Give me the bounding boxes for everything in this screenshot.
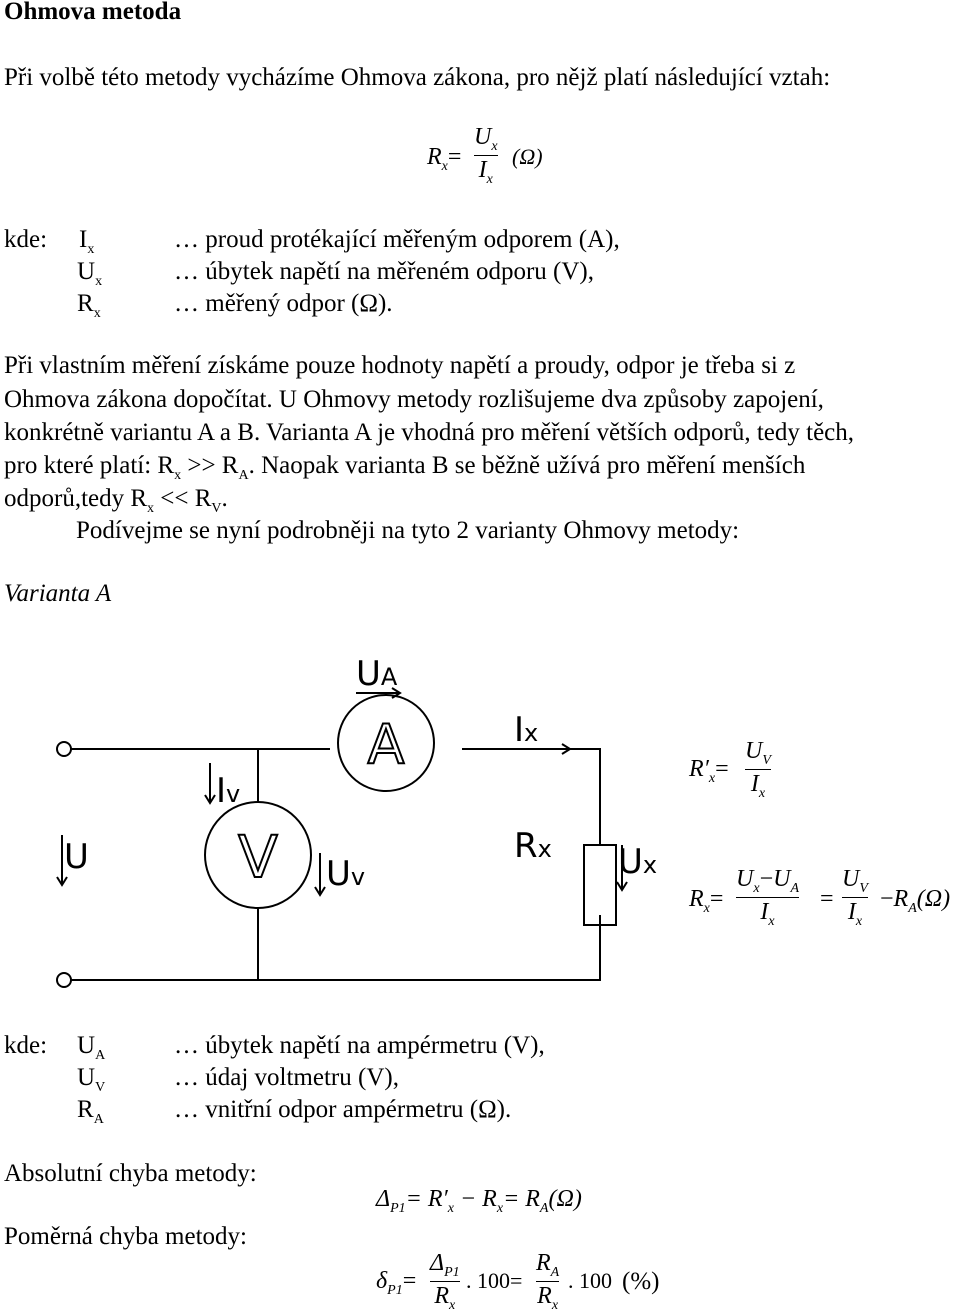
label-rx: Rx — [514, 826, 552, 866]
relative-error-label: Poměrná chyba metody: — [4, 1223, 247, 1250]
page-title: Ohmova metoda — [4, 0, 182, 25]
label-u: U — [64, 837, 89, 877]
arrow-uv — [315, 853, 325, 895]
terminal-top — [57, 742, 71, 756]
circuit-diagram — [40, 645, 660, 995]
absolute-error-label: Absolutní chyba metody: — [4, 1160, 257, 1187]
label-ua: UA — [356, 654, 398, 694]
label-ix: Ix — [514, 710, 539, 750]
intro-text: Při volbě této metody vycházíme Ohmova zákona, pro nějž platí následující vztah: — [4, 64, 831, 91]
absolute-error-formula: $\Delta_{P1}= R'_x - R_x= R_A(\Omega)$ — [376, 1186, 582, 1216]
arrow-iv — [205, 763, 215, 803]
resistor-rx — [584, 845, 616, 925]
label-ux: Ux — [618, 842, 658, 882]
label-uv: Uv — [326, 854, 366, 894]
voltmeter-label: V — [238, 823, 278, 891]
terminal-bottom — [57, 973, 71, 987]
variant-heading: Varianta A — [4, 580, 112, 607]
label-iv: Iv — [216, 771, 241, 811]
ammeter-label: A — [367, 713, 405, 776]
